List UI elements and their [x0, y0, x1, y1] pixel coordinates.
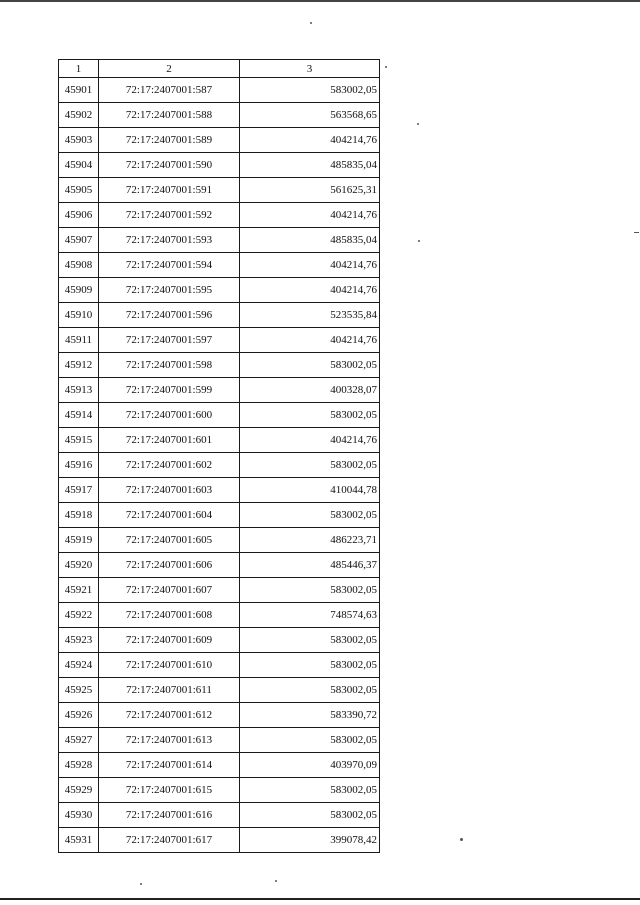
- scan-speck: [385, 66, 387, 68]
- cadastral-value: 583002,05: [240, 78, 380, 103]
- row-number: 45910: [59, 303, 99, 328]
- table-row: [59, 778, 380, 803]
- scan-speck: [275, 880, 277, 882]
- row-number: 45911: [59, 328, 99, 353]
- cadastral-value: 485446,37: [240, 553, 380, 578]
- table-row: [59, 228, 380, 253]
- cadastral-number: 72:17:2407001:614: [99, 753, 240, 778]
- cadastral-value: 583002,05: [240, 403, 380, 428]
- cadastral-number: 72:17:2407001:602: [99, 453, 240, 478]
- header-row: [59, 60, 380, 78]
- row-number: 45926: [59, 703, 99, 728]
- table-row: [59, 353, 380, 378]
- cadastral-number: 72:17:2407001:598: [99, 353, 240, 378]
- cadastral-value-table: [58, 59, 380, 853]
- cadastral-value: 583002,05: [240, 728, 380, 753]
- cadastral-number: 72:17:2407001:617: [99, 828, 240, 853]
- cadastral-number: 72:17:2407001:610: [99, 653, 240, 678]
- cadastral-value: 583002,05: [240, 353, 380, 378]
- cadastral-value: 583002,05: [240, 803, 380, 828]
- scan-speck: [140, 883, 142, 885]
- row-number: 45906: [59, 203, 99, 228]
- page-edge-bottom: [0, 898, 640, 900]
- cadastral-number: 72:17:2407001:616: [99, 803, 240, 828]
- table-row: [59, 528, 380, 553]
- cadastral-value: 404214,76: [240, 253, 380, 278]
- cadastral-value: 583390,72: [240, 703, 380, 728]
- row-number: 45918: [59, 503, 99, 528]
- cadastral-number: 72:17:2407001:597: [99, 328, 240, 353]
- row-number: 45913: [59, 378, 99, 403]
- cadastral-value: 523535,84: [240, 303, 380, 328]
- row-number: 45902: [59, 103, 99, 128]
- table-row: [59, 653, 380, 678]
- cadastral-value: 404214,76: [240, 128, 380, 153]
- table-row: [59, 703, 380, 728]
- row-number: 45919: [59, 528, 99, 553]
- table-body: [59, 78, 380, 853]
- row-number: 45901: [59, 78, 99, 103]
- row-number: 45929: [59, 778, 99, 803]
- table-row: [59, 128, 380, 153]
- scan-speck: [460, 838, 463, 841]
- cadastral-number: 72:17:2407001:595: [99, 278, 240, 303]
- row-number: 45916: [59, 453, 99, 478]
- row-number: 45915: [59, 428, 99, 453]
- table-row: [59, 578, 380, 603]
- cadastral-number: 72:17:2407001:587: [99, 78, 240, 103]
- table-row: [59, 203, 380, 228]
- cadastral-number: 72:17:2407001:600: [99, 403, 240, 428]
- cadastral-value: 400328,07: [240, 378, 380, 403]
- cadastral-value: 404214,76: [240, 278, 380, 303]
- cadastral-value: 583002,05: [240, 503, 380, 528]
- table-row: [59, 478, 380, 503]
- page-edge-top: [0, 0, 640, 2]
- row-number: 45905: [59, 178, 99, 203]
- cadastral-value: 486223,71: [240, 528, 380, 553]
- scan-speck: [634, 232, 639, 233]
- table-row: [59, 553, 380, 578]
- cadastral-number: 72:17:2407001:605: [99, 528, 240, 553]
- row-number: 45925: [59, 678, 99, 703]
- cadastral-number: 72:17:2407001:615: [99, 778, 240, 803]
- cadastral-number: 72:17:2407001:592: [99, 203, 240, 228]
- row-number: 45931: [59, 828, 99, 853]
- cadastral-number: 72:17:2407001:611: [99, 678, 240, 703]
- table-row: [59, 603, 380, 628]
- cadastral-number: 72:17:2407001:601: [99, 428, 240, 453]
- row-number: 45917: [59, 478, 99, 503]
- cadastral-value: 561625,31: [240, 178, 380, 203]
- cadastral-number: 72:17:2407001:599: [99, 378, 240, 403]
- row-number: 45907: [59, 228, 99, 253]
- table-row: [59, 378, 380, 403]
- table-row: [59, 78, 380, 103]
- table-row: [59, 678, 380, 703]
- table-row: [59, 803, 380, 828]
- cadastral-number: 72:17:2407001:606: [99, 553, 240, 578]
- cadastral-value: 404214,76: [240, 328, 380, 353]
- row-number: 45923: [59, 628, 99, 653]
- table-row: [59, 303, 380, 328]
- table-row: [59, 828, 380, 853]
- cadastral-value: 485835,04: [240, 153, 380, 178]
- cadastral-number: 72:17:2407001:589: [99, 128, 240, 153]
- table-row: [59, 428, 380, 453]
- cadastral-number: 72:17:2407001:607: [99, 578, 240, 603]
- table-row: [59, 453, 380, 478]
- row-number: 45927: [59, 728, 99, 753]
- row-number: 45912: [59, 353, 99, 378]
- cadastral-number: 72:17:2407001:608: [99, 603, 240, 628]
- table-row: [59, 278, 380, 303]
- row-number: 45908: [59, 253, 99, 278]
- cadastral-number: 72:17:2407001:594: [99, 253, 240, 278]
- column-header-2: 2: [99, 60, 240, 78]
- cadastral-value: 748574,63: [240, 603, 380, 628]
- cadastral-value: 583002,05: [240, 453, 380, 478]
- row-number: 45921: [59, 578, 99, 603]
- row-number: 45920: [59, 553, 99, 578]
- scan-speck: [417, 123, 419, 125]
- cadastral-value: 583002,05: [240, 578, 380, 603]
- table-row: [59, 728, 380, 753]
- table-row: [59, 178, 380, 203]
- row-number: 45924: [59, 653, 99, 678]
- cadastral-value: 403970,09: [240, 753, 380, 778]
- row-number: 45930: [59, 803, 99, 828]
- cadastral-value: 485835,04: [240, 228, 380, 253]
- cadastral-number: 72:17:2407001:588: [99, 103, 240, 128]
- row-number: 45904: [59, 153, 99, 178]
- cadastral-number: 72:17:2407001:609: [99, 628, 240, 653]
- row-number: 45922: [59, 603, 99, 628]
- row-number: 45914: [59, 403, 99, 428]
- table-row: [59, 328, 380, 353]
- row-number: 45909: [59, 278, 99, 303]
- cadastral-value: 410044,78: [240, 478, 380, 503]
- cadastral-number: 72:17:2407001:593: [99, 228, 240, 253]
- table-header: [59, 60, 380, 78]
- column-header-1: 1: [59, 60, 99, 78]
- cadastral-value: 399078,42: [240, 828, 380, 853]
- cadastral-number: 72:17:2407001:613: [99, 728, 240, 753]
- table-row: [59, 103, 380, 128]
- cadastral-value: 563568,65: [240, 103, 380, 128]
- table-row: [59, 503, 380, 528]
- table-row: [59, 753, 380, 778]
- table-row: [59, 153, 380, 178]
- cadastral-value: 583002,05: [240, 678, 380, 703]
- cadastral-number: 72:17:2407001:591: [99, 178, 240, 203]
- cadastral-number: 72:17:2407001:612: [99, 703, 240, 728]
- cadastral-value: 404214,76: [240, 203, 380, 228]
- scan-speck: [418, 240, 420, 242]
- table-row: [59, 628, 380, 653]
- scan-speck: [310, 22, 312, 24]
- cadastral-number: 72:17:2407001:596: [99, 303, 240, 328]
- cadastral-number: 72:17:2407001:604: [99, 503, 240, 528]
- table-row: [59, 403, 380, 428]
- row-number: 45903: [59, 128, 99, 153]
- cadastral-number: 72:17:2407001:590: [99, 153, 240, 178]
- row-number: 45928: [59, 753, 99, 778]
- cadastral-value: 583002,05: [240, 628, 380, 653]
- column-header-3: 3: [240, 60, 380, 78]
- cadastral-number: 72:17:2407001:603: [99, 478, 240, 503]
- table-row: [59, 253, 380, 278]
- cadastral-value: 583002,05: [240, 653, 380, 678]
- cadastral-value: 583002,05: [240, 778, 380, 803]
- cadastral-value: 404214,76: [240, 428, 380, 453]
